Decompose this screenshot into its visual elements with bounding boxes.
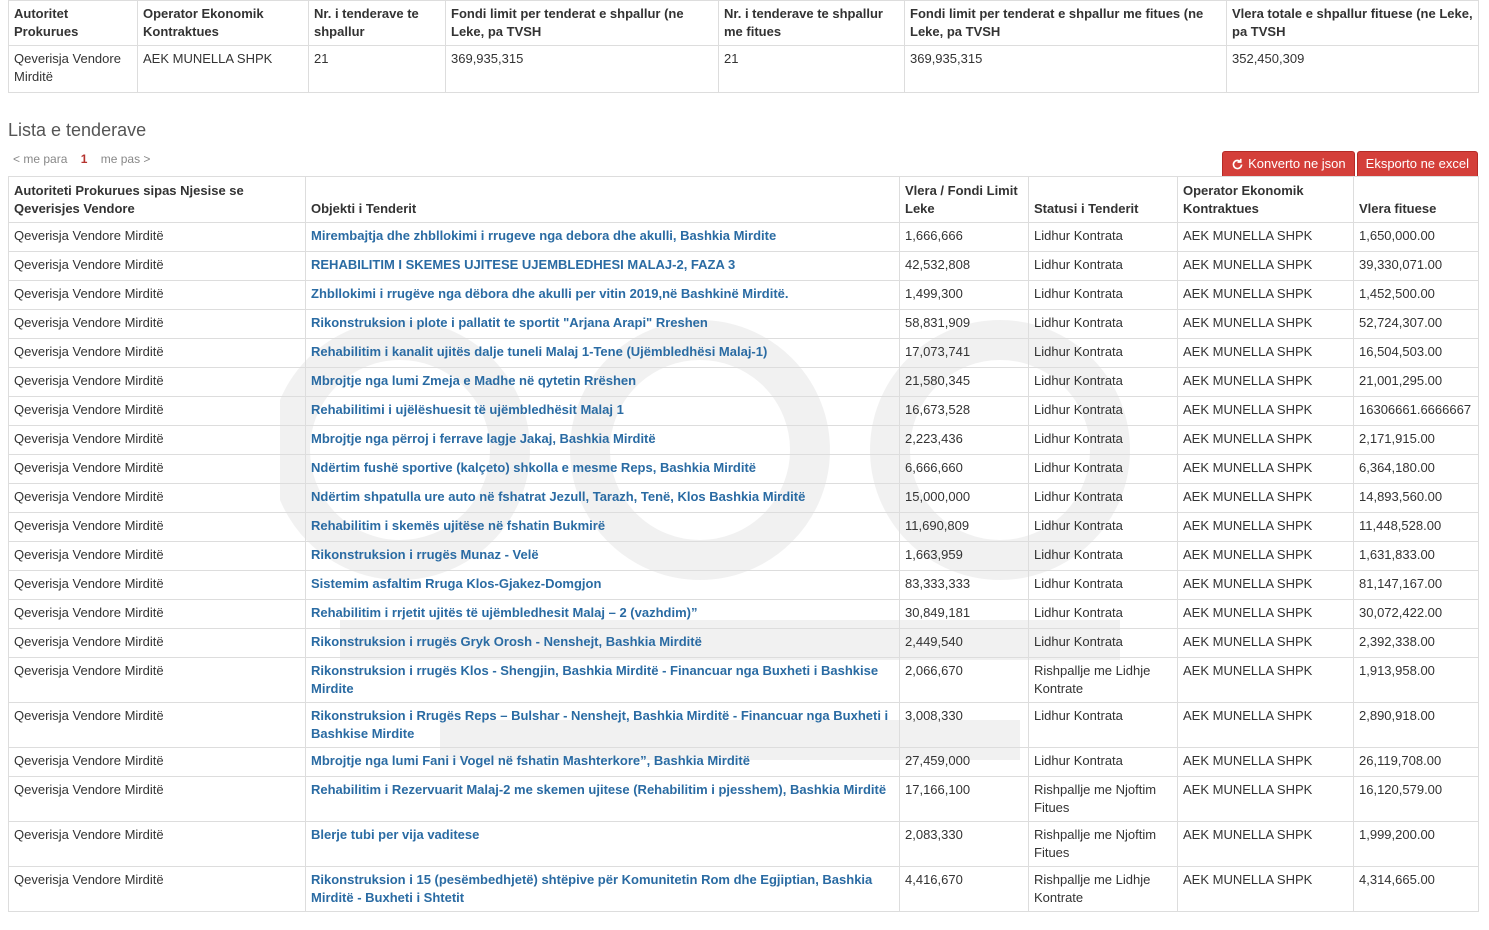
summary-header: Fondi limit per tenderat e shpallur (ne Leke, pa TVSH	[446, 1, 719, 46]
limit-value-cell: 2,066,670	[900, 658, 1029, 703]
operator-cell: AEK MUNELLA SHPK	[1178, 223, 1354, 252]
limit-value-cell: 11,690,809	[900, 513, 1029, 542]
winning-value-cell: 1,650,000.00	[1354, 223, 1479, 252]
tender-object-link[interactable]: Rikonstruksion i rrugës Gryk Orosh - Nenshejt, Bashkia Mirditë	[306, 629, 900, 658]
table-row	[9, 777, 1479, 822]
tender-object-link[interactable]: Rehabilitim i rrjetit ujitës të ujëmbledhesit Malaj – 2 (vazhdim)”	[306, 600, 900, 629]
winning-value-cell: 21,001,295.00	[1354, 368, 1479, 397]
table-row	[9, 455, 1479, 484]
limit-value-cell: 2,083,330	[900, 822, 1029, 867]
limit-value-cell: 58,831,909	[900, 310, 1029, 339]
limit-value-cell: 4,416,670	[900, 867, 1029, 912]
tender-object-link[interactable]: Rehabilitimi i ujëlëshuesit të ujëmbledhësit Malaj 1	[306, 397, 900, 426]
tenders-header: Vlera fituese	[1354, 177, 1479, 223]
winning-value-cell: 4,314,665.00	[1354, 867, 1479, 912]
authority-cell: Qeverisja Vendore Mirditë	[9, 368, 306, 397]
status-cell: Lidhur Kontrata	[1029, 397, 1178, 426]
winning-value-cell: 2,171,915.00	[1354, 426, 1479, 455]
authority-cell: Qeverisja Vendore Mirditë	[9, 748, 306, 777]
summary-table	[8, 0, 1479, 93]
convert-json-button[interactable]	[1222, 151, 1355, 177]
tender-object-link[interactable]: Rikonstruksion i plote i pallatit te sportit "Arjana Arapi" Rreshen	[306, 310, 900, 339]
winning-value-cell: 30,072,422.00	[1354, 600, 1479, 629]
limit-value-cell: 83,333,333	[900, 571, 1029, 600]
summary-header: Nr. i tenderave te shpallur me fitues	[719, 1, 905, 46]
export-excel-label: Eksporto ne excel	[1365, 156, 1469, 171]
operator-cell: AEK MUNELLA SHPK	[1178, 777, 1354, 822]
tender-object-link[interactable]: Rehabilitim i kanalit ujitës dalje tuneli Malaj 1-Tene (Ujëmbledhësi Malaj-1)	[306, 339, 900, 368]
limit-value-cell: 6,666,660	[900, 455, 1029, 484]
operator-cell: AEK MUNELLA SHPK	[1178, 339, 1354, 368]
winning-value-cell: 14,893,560.00	[1354, 484, 1479, 513]
status-cell: Lidhur Kontrata	[1029, 748, 1178, 777]
limit-value-cell: 2,223,436	[900, 426, 1029, 455]
summary-header-row	[9, 1, 1479, 46]
tenders-body	[9, 223, 1479, 912]
operator-cell: AEK MUNELLA SHPK	[1178, 281, 1354, 310]
authority-cell: Qeverisja Vendore Mirditë	[9, 513, 306, 542]
table-row	[9, 703, 1479, 748]
winning-value-cell: 16306661.6666667	[1354, 397, 1479, 426]
tenders-header: Statusi i Tenderit	[1029, 177, 1178, 223]
limit-value-cell: 21,580,345	[900, 368, 1029, 397]
limit-value-cell: 1,663,959	[900, 542, 1029, 571]
table-row	[9, 822, 1479, 867]
authority-cell: Qeverisja Vendore Mirditë	[9, 426, 306, 455]
status-cell: Lidhur Kontrata	[1029, 368, 1178, 397]
summary-header: Operator Ekonomik Kontraktues	[138, 1, 309, 46]
export-actions	[1222, 151, 1478, 177]
summary-cell: Qeverisja Vendore Mirditë	[9, 46, 138, 93]
table-row	[9, 397, 1479, 426]
table-row	[9, 867, 1479, 912]
winning-value-cell: 1,452,500.00	[1354, 281, 1479, 310]
operator-cell: AEK MUNELLA SHPK	[1178, 252, 1354, 281]
status-cell: Rishpallje me Njoftim Fitues	[1029, 822, 1178, 867]
status-cell: Lidhur Kontrata	[1029, 339, 1178, 368]
winning-value-cell: 2,890,918.00	[1354, 703, 1479, 748]
table-row	[9, 281, 1479, 310]
table-row	[9, 542, 1479, 571]
status-cell: Lidhur Kontrata	[1029, 542, 1178, 571]
table-row	[9, 426, 1479, 455]
table-row	[9, 571, 1479, 600]
refresh-icon	[1231, 158, 1244, 171]
winning-value-cell: 52,724,307.00	[1354, 310, 1479, 339]
winning-value-cell: 39,330,071.00	[1354, 252, 1479, 281]
prev-page-link[interactable]: < me para	[13, 152, 68, 166]
winning-value-cell: 1,999,200.00	[1354, 822, 1479, 867]
operator-cell: AEK MUNELLA SHPK	[1178, 658, 1354, 703]
tenders-header-row	[9, 177, 1479, 223]
status-cell: Lidhur Kontrata	[1029, 513, 1178, 542]
authority-cell: Qeverisja Vendore Mirditë	[9, 281, 306, 310]
table-row	[9, 658, 1479, 703]
limit-value-cell: 3,008,330	[900, 703, 1029, 748]
table-row	[9, 748, 1479, 777]
status-cell: Lidhur Kontrata	[1029, 426, 1178, 455]
operator-cell: AEK MUNELLA SHPK	[1178, 368, 1354, 397]
operator-cell: AEK MUNELLA SHPK	[1178, 310, 1354, 339]
table-row	[9, 600, 1479, 629]
authority-cell: Qeverisja Vendore Mirditë	[9, 310, 306, 339]
summary-cell: 21	[719, 46, 905, 93]
authority-cell: Qeverisja Vendore Mirditë	[9, 867, 306, 912]
winning-value-cell: 16,120,579.00	[1354, 777, 1479, 822]
tender-object-link[interactable]: Mirembajtja dhe zhbllokimi i rrugeve nga debora dhe akulli, Bashkia Mirdite	[306, 223, 900, 252]
table-row	[9, 223, 1479, 252]
operator-cell: AEK MUNELLA SHPK	[1178, 571, 1354, 600]
convert-json-label: Konverto ne json	[1248, 156, 1346, 171]
operator-cell: AEK MUNELLA SHPK	[1178, 867, 1354, 912]
table-row	[9, 629, 1479, 658]
tender-object-link[interactable]: REHABILITIM I SKEMES UJITESE UJEMBLEDHESI MALAJ-2, FAZA 3	[306, 252, 900, 281]
export-excel-button[interactable]	[1357, 151, 1478, 177]
limit-value-cell: 16,673,528	[900, 397, 1029, 426]
table-row	[9, 339, 1479, 368]
tender-object-link[interactable]: Ndërtim fushë sportive (kalçeto) shkolla e mesme Reps, Bashkia Mirditë	[306, 455, 900, 484]
tenders-header: Operator Ekonomik Kontraktues	[1178, 177, 1354, 223]
tender-object-link[interactable]: Ndërtim shpatulla ure auto në fshatrat Jezull, Tarazh, Tenë, Klos Bashkia Mirditë	[306, 484, 900, 513]
operator-cell: AEK MUNELLA SHPK	[1178, 703, 1354, 748]
operator-cell: AEK MUNELLA SHPK	[1178, 600, 1354, 629]
winning-value-cell: 16,504,503.00	[1354, 339, 1479, 368]
operator-cell: AEK MUNELLA SHPK	[1178, 542, 1354, 571]
next-page-link[interactable]: me pas >	[100, 152, 151, 166]
status-cell: Lidhur Kontrata	[1029, 223, 1178, 252]
status-cell: Lidhur Kontrata	[1029, 281, 1178, 310]
tender-object-link[interactable]: Rehabilitim i Rezervuarit Malaj-2 me skemen ujitese (Rehabilitim i pjesshem), Bashkia Mirditë	[306, 777, 900, 822]
limit-value-cell: 1,666,666	[900, 223, 1029, 252]
winning-value-cell: 11,448,528.00	[1354, 513, 1479, 542]
winning-value-cell: 1,631,833.00	[1354, 542, 1479, 571]
limit-value-cell: 30,849,181	[900, 600, 1029, 629]
operator-cell: AEK MUNELLA SHPK	[1178, 426, 1354, 455]
summary-header: Nr. i tenderave te shpallur	[309, 1, 446, 46]
tender-object-link[interactable]: Rikonstruksion i 15 (pesëmbedhjetë) shtëpive për Komunitetin Rom dhe Egjiptian, Bashkia Mirditë - Buxheti i Shtetit	[306, 867, 900, 912]
operator-cell: AEK MUNELLA SHPK	[1178, 455, 1354, 484]
tender-object-link[interactable]: Rikonstruksion i Rrugës Reps – Bulshar - Nenshejt, Bashkia Mirditë - Financuar nga Buxheti i Bashkise Mirdite	[306, 703, 900, 748]
summary-header: Fondi limit per tenderat e shpallur me fitues (ne Leke, pa TVSH	[905, 1, 1227, 46]
authority-cell: Qeverisja Vendore Mirditë	[9, 542, 306, 571]
summary-cell: 21	[309, 46, 446, 93]
tender-object-link[interactable]: Mbrojtje nga lumi Fani i Vogel në fshatin Mashterkore”, Bashkia Mirditë	[306, 748, 900, 777]
summary-cell: 369,935,315	[446, 46, 719, 93]
winning-value-cell: 6,364,180.00	[1354, 455, 1479, 484]
limit-value-cell: 17,166,100	[900, 777, 1029, 822]
winning-value-cell: 1,913,958.00	[1354, 658, 1479, 703]
table-row	[9, 513, 1479, 542]
summary-row	[9, 46, 1479, 93]
summary-header: Vlera totale e shpallur fituese (ne Leke, pa TVSH	[1227, 1, 1479, 46]
status-cell: Rishpallje me Njoftim Fitues	[1029, 777, 1178, 822]
authority-cell: Qeverisja Vendore Mirditë	[9, 397, 306, 426]
authority-cell: Qeverisja Vendore Mirditë	[9, 658, 306, 703]
tender-object-link[interactable]: Rikonstruksion i rrugës Munaz - Velë	[306, 542, 900, 571]
operator-cell: AEK MUNELLA SHPK	[1178, 822, 1354, 867]
status-cell: Lidhur Kontrata	[1029, 310, 1178, 339]
limit-value-cell: 17,073,741	[900, 339, 1029, 368]
summary-cell: AEK MUNELLA SHPK	[138, 46, 309, 93]
status-cell: Lidhur Kontrata	[1029, 455, 1178, 484]
authority-cell: Qeverisja Vendore Mirditë	[9, 703, 306, 748]
summary-header: Autoritet Prokurues	[9, 1, 138, 46]
authority-cell: Qeverisja Vendore Mirditë	[9, 777, 306, 822]
tender-object-link[interactable]: Mbrojtje nga përroj i ferrave lagje Jakaj, Bashkia Mirditë	[306, 426, 900, 455]
table-row	[9, 484, 1479, 513]
authority-cell: Qeverisja Vendore Mirditë	[9, 484, 306, 513]
authority-cell: Qeverisja Vendore Mirditë	[9, 339, 306, 368]
tenders-header: Vlera / Fondi Limit Leke	[900, 177, 1029, 223]
authority-cell: Qeverisja Vendore Mirditë	[9, 822, 306, 867]
tender-object-link[interactable]: Sistemim asfaltim Rruga Klos-Gjakez-Domgjon	[306, 571, 900, 600]
winning-value-cell: 2,392,338.00	[1354, 629, 1479, 658]
authority-cell: Qeverisja Vendore Mirditë	[9, 629, 306, 658]
summary-cell: 352,450,309	[1227, 46, 1479, 93]
operator-cell: AEK MUNELLA SHPK	[1178, 397, 1354, 426]
authority-cell: Qeverisja Vendore Mirditë	[9, 571, 306, 600]
authority-cell: Qeverisja Vendore Mirditë	[9, 455, 306, 484]
status-cell: Lidhur Kontrata	[1029, 252, 1178, 281]
limit-value-cell: 2,449,540	[900, 629, 1029, 658]
winning-value-cell: 26,119,708.00	[1354, 748, 1479, 777]
operator-cell: AEK MUNELLA SHPK	[1178, 513, 1354, 542]
summary-cell: 369,935,315	[905, 46, 1227, 93]
tender-object-link[interactable]: Rikonstruksion i rrugës Klos - Shengjin, Bashkia Mirditë - Financuar nga Buxheti i Bashkise Mirdite	[306, 658, 900, 703]
limit-value-cell: 27,459,000	[900, 748, 1029, 777]
status-cell: Lidhur Kontrata	[1029, 629, 1178, 658]
status-cell: Rishpallje me Lidhje Kontrate	[1029, 658, 1178, 703]
status-cell: Lidhur Kontrata	[1029, 600, 1178, 629]
limit-value-cell: 42,532,808	[900, 252, 1029, 281]
table-row	[9, 310, 1479, 339]
authority-cell: Qeverisja Vendore Mirditë	[9, 600, 306, 629]
tender-object-link[interactable]: Blerje tubi per vija vaditese	[306, 822, 900, 867]
table-row	[9, 368, 1479, 397]
tender-object-link[interactable]: Mbrojtje nga lumi Zmeja e Madhe në qytetin Rrëshen	[306, 368, 900, 397]
list-title: Lista e tenderave	[8, 120, 147, 140]
operator-cell: AEK MUNELLA SHPK	[1178, 484, 1354, 513]
pagination	[13, 152, 160, 166]
status-cell: Rishpallje me Lidhje Kontrate	[1029, 867, 1178, 912]
tender-object-link[interactable]: Rehabilitim i skemës ujitëse në fshatin Bukmirë	[306, 513, 900, 542]
status-cell: Lidhur Kontrata	[1029, 703, 1178, 748]
status-cell: Lidhur Kontrata	[1029, 484, 1178, 513]
status-cell: Lidhur Kontrata	[1029, 571, 1178, 600]
current-page[interactable]: 1	[80, 152, 88, 166]
tenders-table	[8, 176, 1479, 912]
table-row	[9, 252, 1479, 281]
tenders-header: Autoriteti Prokurues sipas Njesise se Qeverisjes Vendore	[9, 177, 306, 223]
limit-value-cell: 15,000,000	[900, 484, 1029, 513]
tender-object-link[interactable]: Zhbllokimi i rrugëve nga dëbora dhe akulli per vitin 2019,në Bashkinë Mirditë.	[306, 281, 900, 310]
authority-cell: Qeverisja Vendore Mirditë	[9, 252, 306, 281]
authority-cell: Qeverisja Vendore Mirditë	[9, 223, 306, 252]
limit-value-cell: 1,499,300	[900, 281, 1029, 310]
winning-value-cell: 81,147,167.00	[1354, 571, 1479, 600]
operator-cell: AEK MUNELLA SHPK	[1178, 748, 1354, 777]
operator-cell: AEK MUNELLA SHPK	[1178, 629, 1354, 658]
tenders-header: Objekti i Tenderit	[306, 177, 900, 223]
